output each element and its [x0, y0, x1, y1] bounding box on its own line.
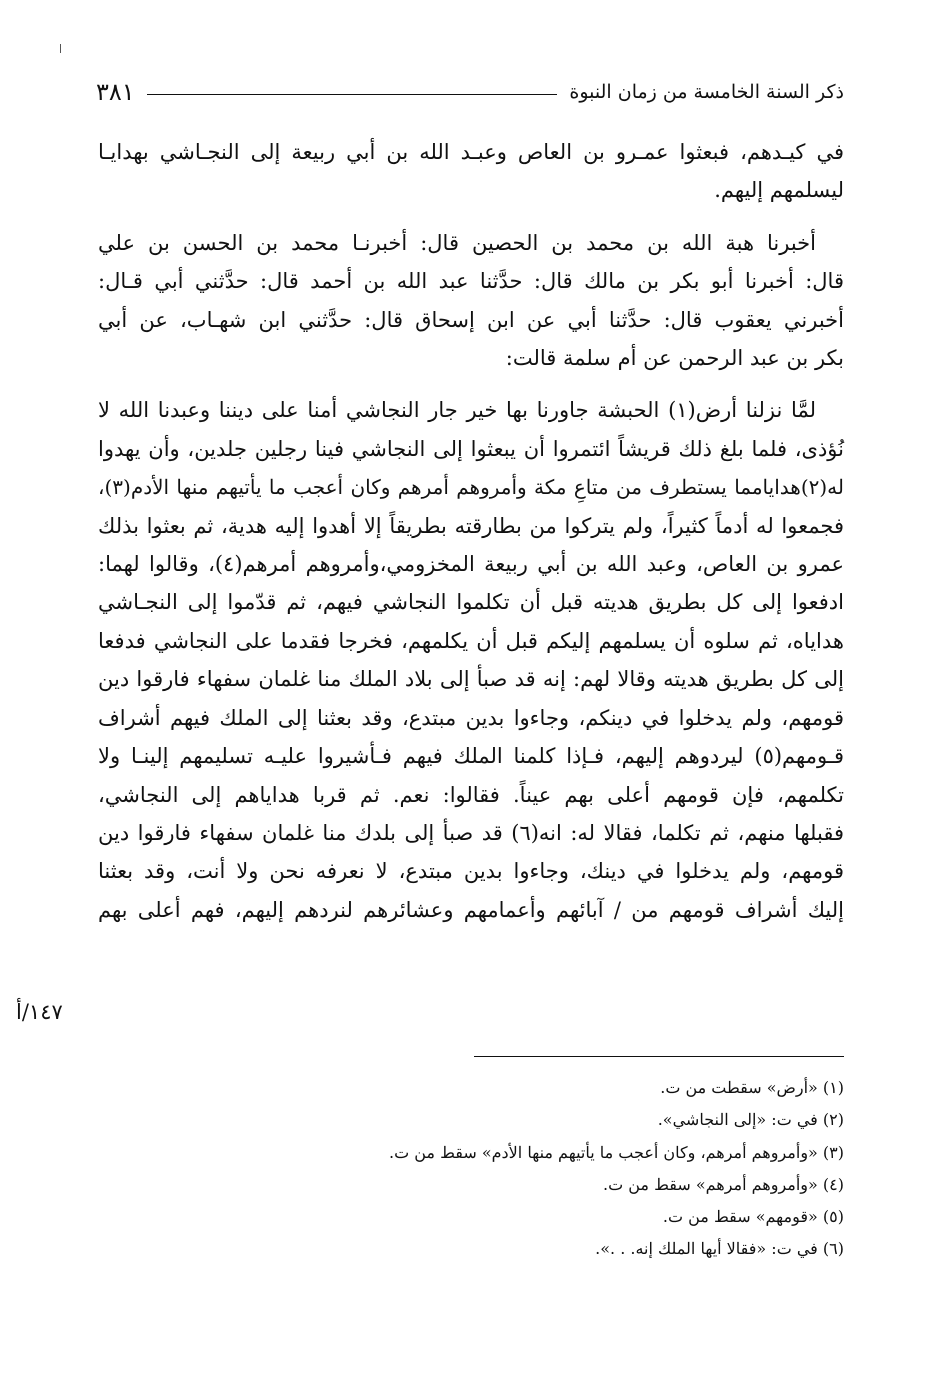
- text-line: ادفعوا إلى كل بطريق هديته قبل أن تكلموا النجاشي فيهم، ثم قدّموا إلى النجـاشي: [98, 590, 844, 615]
- text-line: تكلمهم، فإن قومهم أعلى بهم عيناً. فقالوا: نعم. ثم قربا هداياهم إلى النجاشي،: [98, 782, 844, 807]
- footnote-separator: [474, 1056, 844, 1057]
- running-header: [96, 72, 844, 112]
- page-number: ٣٨١: [96, 78, 135, 106]
- text-line: أخبرني يعقوب قال: حدَّثنا أبي عن ابن إسحاق قال: حدَّثني ابن شهـاب، عن أبي: [98, 307, 844, 332]
- text-line: أخبرنا هبة الله بن محمد بن الحصين قال: أخبرنـا محمد بن الحسن بن علي: [98, 230, 816, 255]
- text-line: إليك أشراف قومهم من / آبائهم وأعمامهم وعشائرهم لنردهم إليهم، فهم أعلى بهم: [98, 897, 844, 922]
- footnotes: [244, 1072, 844, 1266]
- header-title: ذكر السنة الخامسة من زمان النبوة: [569, 81, 844, 103]
- text-line: هداياه، ثم سلوه أن يسلمهم إليكم قبل أن يكلمهم، فخرجا فقدما على النجاشي فدفعا: [98, 628, 844, 653]
- footnote: (٢) في ت: «إلى النجاشي».: [657, 1110, 844, 1130]
- paragraph-3: [98, 391, 844, 929]
- text-line: فقبلها منهم، ثم تكلما، فقالا له: انه(٦) قد صبأ إلى بلدك منا غلمان سفهاء فارقوا دين: [98, 820, 845, 845]
- text-line: في كيـدهم، فبعثوا عمـرو بن العاص وعبـد الله بن أبي ربيعة إلى النجـاشي بهدايـا: [98, 140, 844, 164]
- footnote: (١) «أرض» سقطت من ت.: [660, 1078, 844, 1097]
- text-line: إلى كل بطريق هديته وقالا لهم: إنه قد صبأ إلى بلاد الملك منا غلمان سفهاء فارقوا دين: [98, 667, 844, 692]
- text-line: قومهم، ولم يدخلوا في دينكم، وجاءوا بدين مبتدع، وقد بعثنا إلى الملك فيهم أشراف: [98, 705, 844, 730]
- paragraph-1: [98, 133, 844, 210]
- footnote: (٥) «قومهم» سقط من ت.: [662, 1207, 844, 1227]
- text-line: ليسلمهم إليهم.: [714, 178, 844, 203]
- text-line: بكر بن عبد الرحمن عن أم سلمة قالت:: [505, 346, 844, 371]
- main-text: [98, 133, 844, 929]
- text-line: لمَّا نزلنا أرض(١) الحبشة جاورنا بها خير جار النجاشي أمنا على ديننا وعبدنا الله لا: [98, 398, 816, 423]
- text-line: قـومهم(٥) ليردوهم إليهم، فـإذا كلمنا الملك فيهم فـأشيروا عليـه تسليمهم إلينـا ولا: [98, 744, 844, 769]
- footnote: (٤) «وأمروهم أمرهم» سقط من ت.: [603, 1174, 844, 1194]
- scan-mark: [60, 44, 61, 53]
- footnote: (٣) «وأمروهم أمرهم، وكان أعجب ما يأتيهم منها الأدم» سقط من ت.: [389, 1142, 844, 1162]
- text-line: قال: أخبرنا أبو بكر بن مالك قال: حدَّثنا عبد الله بن أحمد قال: حدَّثني أبي قـال:: [98, 269, 844, 294]
- text-line: عمرو بن العاص، وعبد الله بن أبي ربيعة المخزومي،وأمروهم أمرهم(٤)، وقالوا لهما:: [98, 552, 844, 577]
- footnote: (٦) في ت: «فقالا أيها الملك إنه. . .».: [595, 1239, 844, 1259]
- paragraph-2: [98, 224, 844, 378]
- manuscript-folio-note: ١٤٧/أ: [16, 1000, 63, 1024]
- text-line: له(٢)هدايامما يستطرف من متاعِ مكة وأمروهم أمرهم وكان أعجب ما يأتيهم منها الأدم(٣)،: [98, 475, 844, 500]
- text-line: فجمعوا له أدماً كثيراً، ولم يتركوا من بطارقته بطريقاً إلا أهدوا إليه هدية، ثم بعثوا بذلك: [98, 513, 844, 538]
- header-rule: [147, 94, 558, 95]
- text-line: قومهم، ولم يدخلوا في دينك، وجاءوا بدين مبتدع، لا نعرفه نحن ولا أنت، وقد بعثنا: [98, 859, 844, 884]
- text-line: نُؤذى، فلما بلغ ذلك قريشاً ائتمروا أن يبعثوا إلى النجاشي فينا رجلين جلدين، وأن يهدوا: [98, 436, 844, 461]
